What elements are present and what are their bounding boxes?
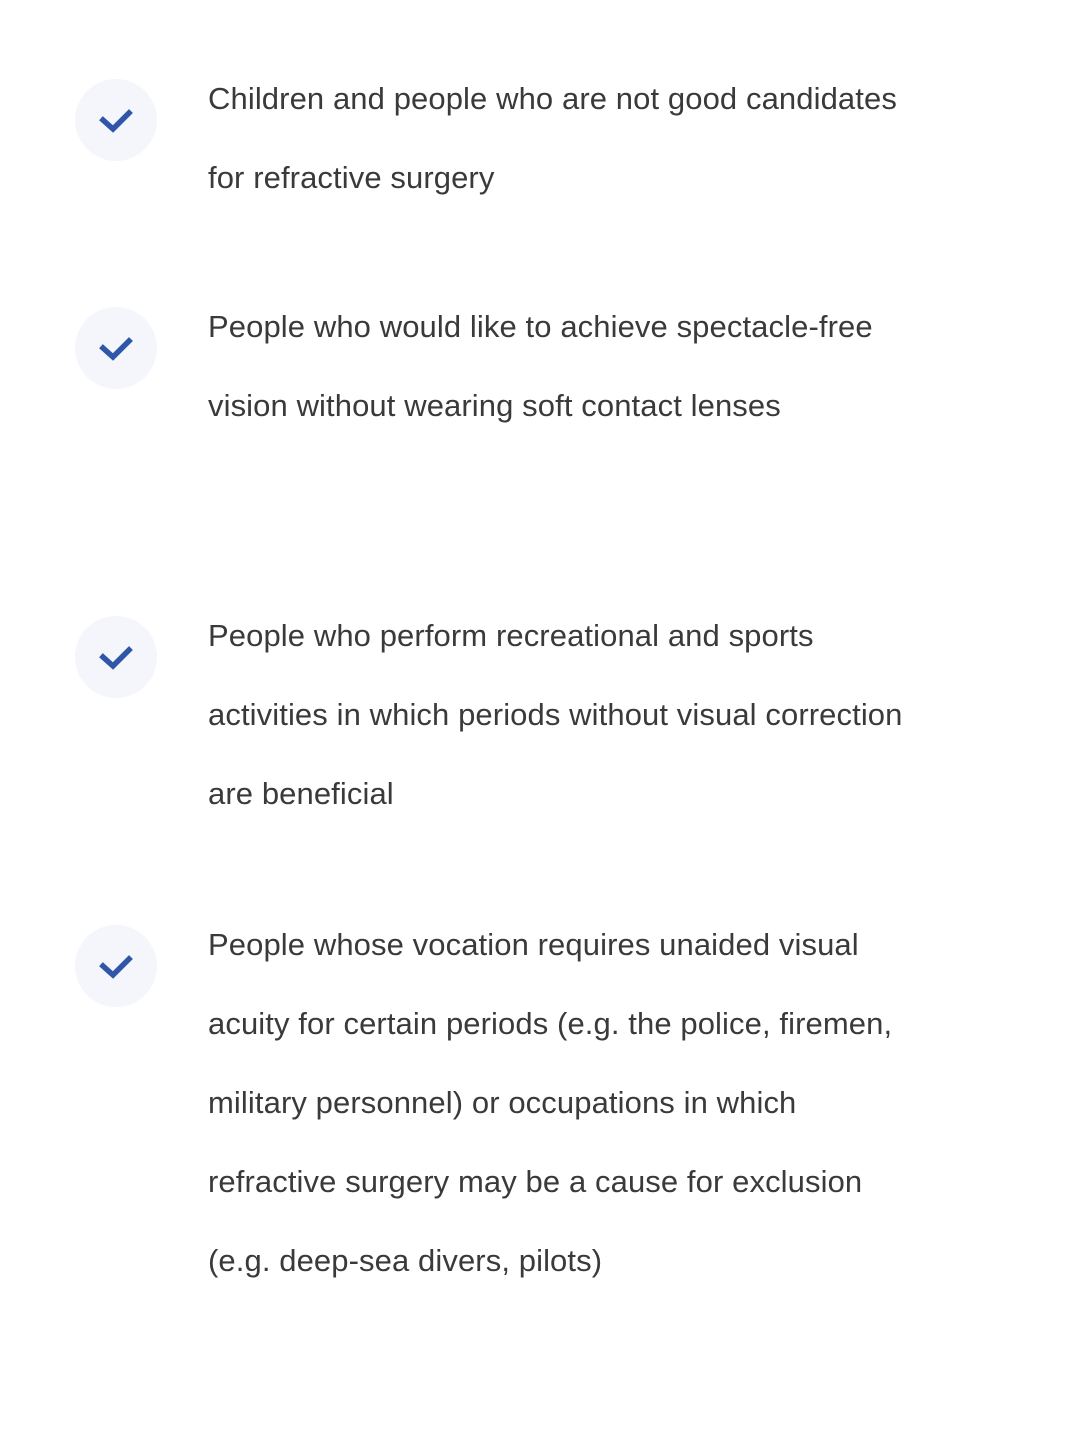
check-badge	[75, 307, 157, 389]
list-item-text: People who perform recreational and sports activities in which periods without visual correction are beneficial	[208, 618, 903, 811]
check-icon	[95, 945, 137, 987]
check-badge	[75, 925, 157, 1007]
list-item-text: People whose vocation requires unaided visual acuity for certain periods (e.g. the police, firemen, military personnel) or occupations in which refractive surgery may be a cause for exclusion (e.g. deep-sea divers, pilots)	[208, 927, 893, 1278]
check-icon	[95, 327, 137, 369]
list-item-text: Children and people who are not good candidates for refractive surgery	[208, 81, 897, 195]
check-badge	[75, 79, 157, 161]
list-item-text: People who would like to achieve spectacle-free vision without wearing soft contact lenses	[208, 309, 873, 423]
check-icon	[95, 636, 137, 678]
check-badge	[75, 616, 157, 698]
check-icon	[95, 99, 137, 141]
